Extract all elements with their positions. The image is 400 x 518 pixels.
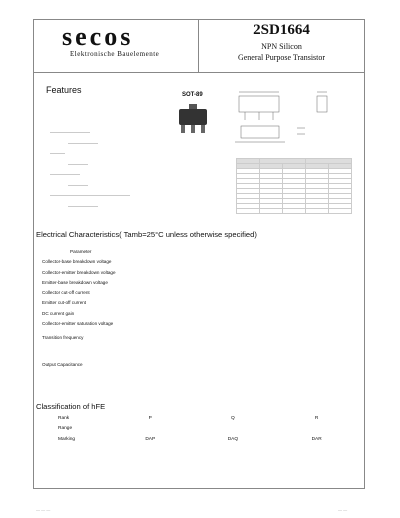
table-cell: P	[148, 415, 152, 421]
package-lead-1	[181, 125, 185, 133]
table-cell: DAR	[311, 436, 322, 442]
part-number: 2SD1664	[253, 22, 310, 38]
outline-drawing	[235, 88, 335, 150]
param-row: Collector-emitter breakdown voltage	[42, 269, 116, 275]
table-cell	[191, 424, 276, 435]
param-row: Collector cut-off current	[42, 290, 90, 296]
header-divider	[33, 72, 365, 73]
table-cell	[275, 424, 358, 435]
table-row	[58, 434, 358, 445]
dimension-table	[236, 158, 352, 214]
row-label: Range	[58, 426, 73, 432]
table-cell: R	[314, 415, 319, 421]
transistor-package-image	[174, 104, 214, 136]
company-subtitle: Elektronische Bauelemente	[70, 50, 160, 58]
table-cell: DAQ	[227, 436, 239, 442]
param-row: Collector-emitter saturation voltage	[42, 321, 114, 327]
row-label: Rank	[58, 415, 70, 421]
parameter-header: Parameter	[70, 249, 92, 254]
param-row: DC current gain	[42, 310, 75, 316]
table-row	[58, 424, 358, 435]
features-heading: Features	[46, 85, 82, 95]
transistor-description: General Purpose Transistor	[237, 53, 326, 62]
package-lead-2	[191, 125, 195, 133]
param-row: Transition frequency	[42, 335, 84, 341]
package-body	[179, 109, 207, 125]
param-row: Emitter-base breakdown voltage	[42, 279, 108, 285]
company-logo: secos	[62, 22, 134, 51]
table-row	[58, 413, 358, 424]
param-row: Emitter cut-off current	[42, 300, 87, 306]
param-row: Output Capacitance	[42, 361, 83, 367]
transistor-type: NPN Silicon	[261, 42, 302, 51]
footer-right: — —	[338, 507, 348, 512]
param-row: Collector-base breakdown voltage	[42, 259, 112, 265]
table-cell: Q	[231, 415, 235, 421]
footer-left: — — —	[36, 507, 51, 512]
package-label: SOT-89	[182, 92, 203, 98]
electrical-parameters	[42, 247, 116, 370]
table-cell	[110, 424, 191, 435]
package-lead-3	[201, 125, 205, 133]
row-label: Marking	[58, 436, 76, 442]
features-list: ———————— —————— ——— ———— —————— ———— ———————————————— ——————	[50, 130, 130, 210]
table-cell: DAP	[145, 436, 156, 442]
electrical-heading: Electrical Characteristics( Tamb=25°C unless otherwise specified)	[36, 230, 257, 239]
classification-heading: Classification of hFE	[36, 402, 106, 411]
classification-table	[58, 413, 358, 445]
